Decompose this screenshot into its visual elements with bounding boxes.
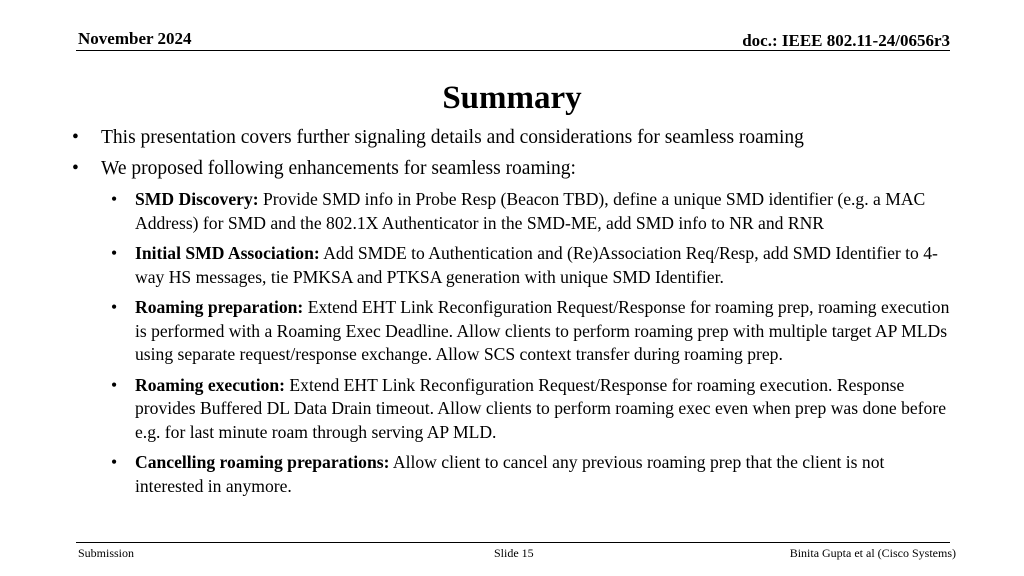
bullet-dot-icon: • — [72, 158, 79, 179]
sub-bullet-lead: Roaming preparation: — [135, 297, 304, 317]
footer-divider — [76, 542, 950, 543]
bullet-dot-icon: • — [111, 189, 118, 209]
slide-body — [72, 126, 962, 505]
sub-bullet-text: Add SMDE to Authentication and (Re)Association Req/Resp, add SMD Identifier to 4-way HS messages, tie PMKSA and PTKSA generation with unique SMD Identifier. — [135, 243, 938, 287]
bullet-dot-icon: • — [111, 243, 118, 263]
sub-bullet-text: Provide SMD info in Probe Resp (Beacon TBD), define a unique SMD identifier (e.g. a MAC Address) for SMD and the 802.1X Authenticator in the SMD-ME, add SMD info to NR and RNR — [135, 189, 926, 233]
sub-bullet-item — [111, 374, 953, 445]
bullet-dot-icon: • — [72, 127, 79, 148]
footer-slide-number: Slide 15 — [494, 546, 534, 560]
sub-bullet-lead: Roaming execution: — [135, 374, 286, 395]
sub-bullet-item — [111, 188, 953, 235]
bullet-text: This presentation covers further signaling details and considerations for seamless roaming — [101, 127, 804, 148]
slide-title: Summary — [442, 80, 582, 116]
sub-bullet-text: Extend EHT Link Reconfiguration Request/Response for roaming execution. Response provides Buffered DL Data Drain timeout. Allow clients to perform roaming exec even when prep was done before e.g. for last minute roam through serving AP MLD. — [135, 374, 947, 442]
sub-bullet-lead: Cancelling roaming preparations: — [135, 452, 390, 472]
bullet-item — [72, 157, 962, 181]
bullet-text: We proposed following enhancements for seamless roaming: — [101, 158, 576, 179]
bullet-dot-icon: • — [111, 297, 118, 317]
sub-bullet-text: Extend EHT Link Reconfiguration Request/Response for roaming prep, roaming execution is performed with a Roaming Exec Deadline. Allow clients to perform roaming prep with multiple target AP MLDs using separate request/response exchange. Allow SCS context transfer during roaming prep. — [135, 297, 950, 364]
bullet-dot-icon: • — [111, 374, 118, 395]
sub-bullet-item — [111, 451, 953, 498]
header-divider — [76, 50, 950, 51]
sub-bullet-item — [111, 296, 953, 367]
sub-bullet-lead: Initial SMD Association: — [135, 243, 320, 263]
sub-bullet-lead: SMD Discovery: — [135, 189, 259, 209]
header-doc-id: doc.: IEEE 802.11-24/0656r3 — [742, 31, 950, 50]
sub-bullet-item — [111, 242, 953, 289]
header-date: November 2024 — [78, 29, 192, 48]
footer-submission: Submission — [78, 546, 135, 560]
bullet-item — [72, 126, 962, 150]
bullet-dot-icon: • — [111, 452, 118, 472]
footer-authors: Binita Gupta et al (Cisco Systems) — [789, 546, 956, 560]
sub-bullet-text: Allow client to cancel any previous roaming prep that the client is not interested in anymore. — [135, 452, 885, 496]
